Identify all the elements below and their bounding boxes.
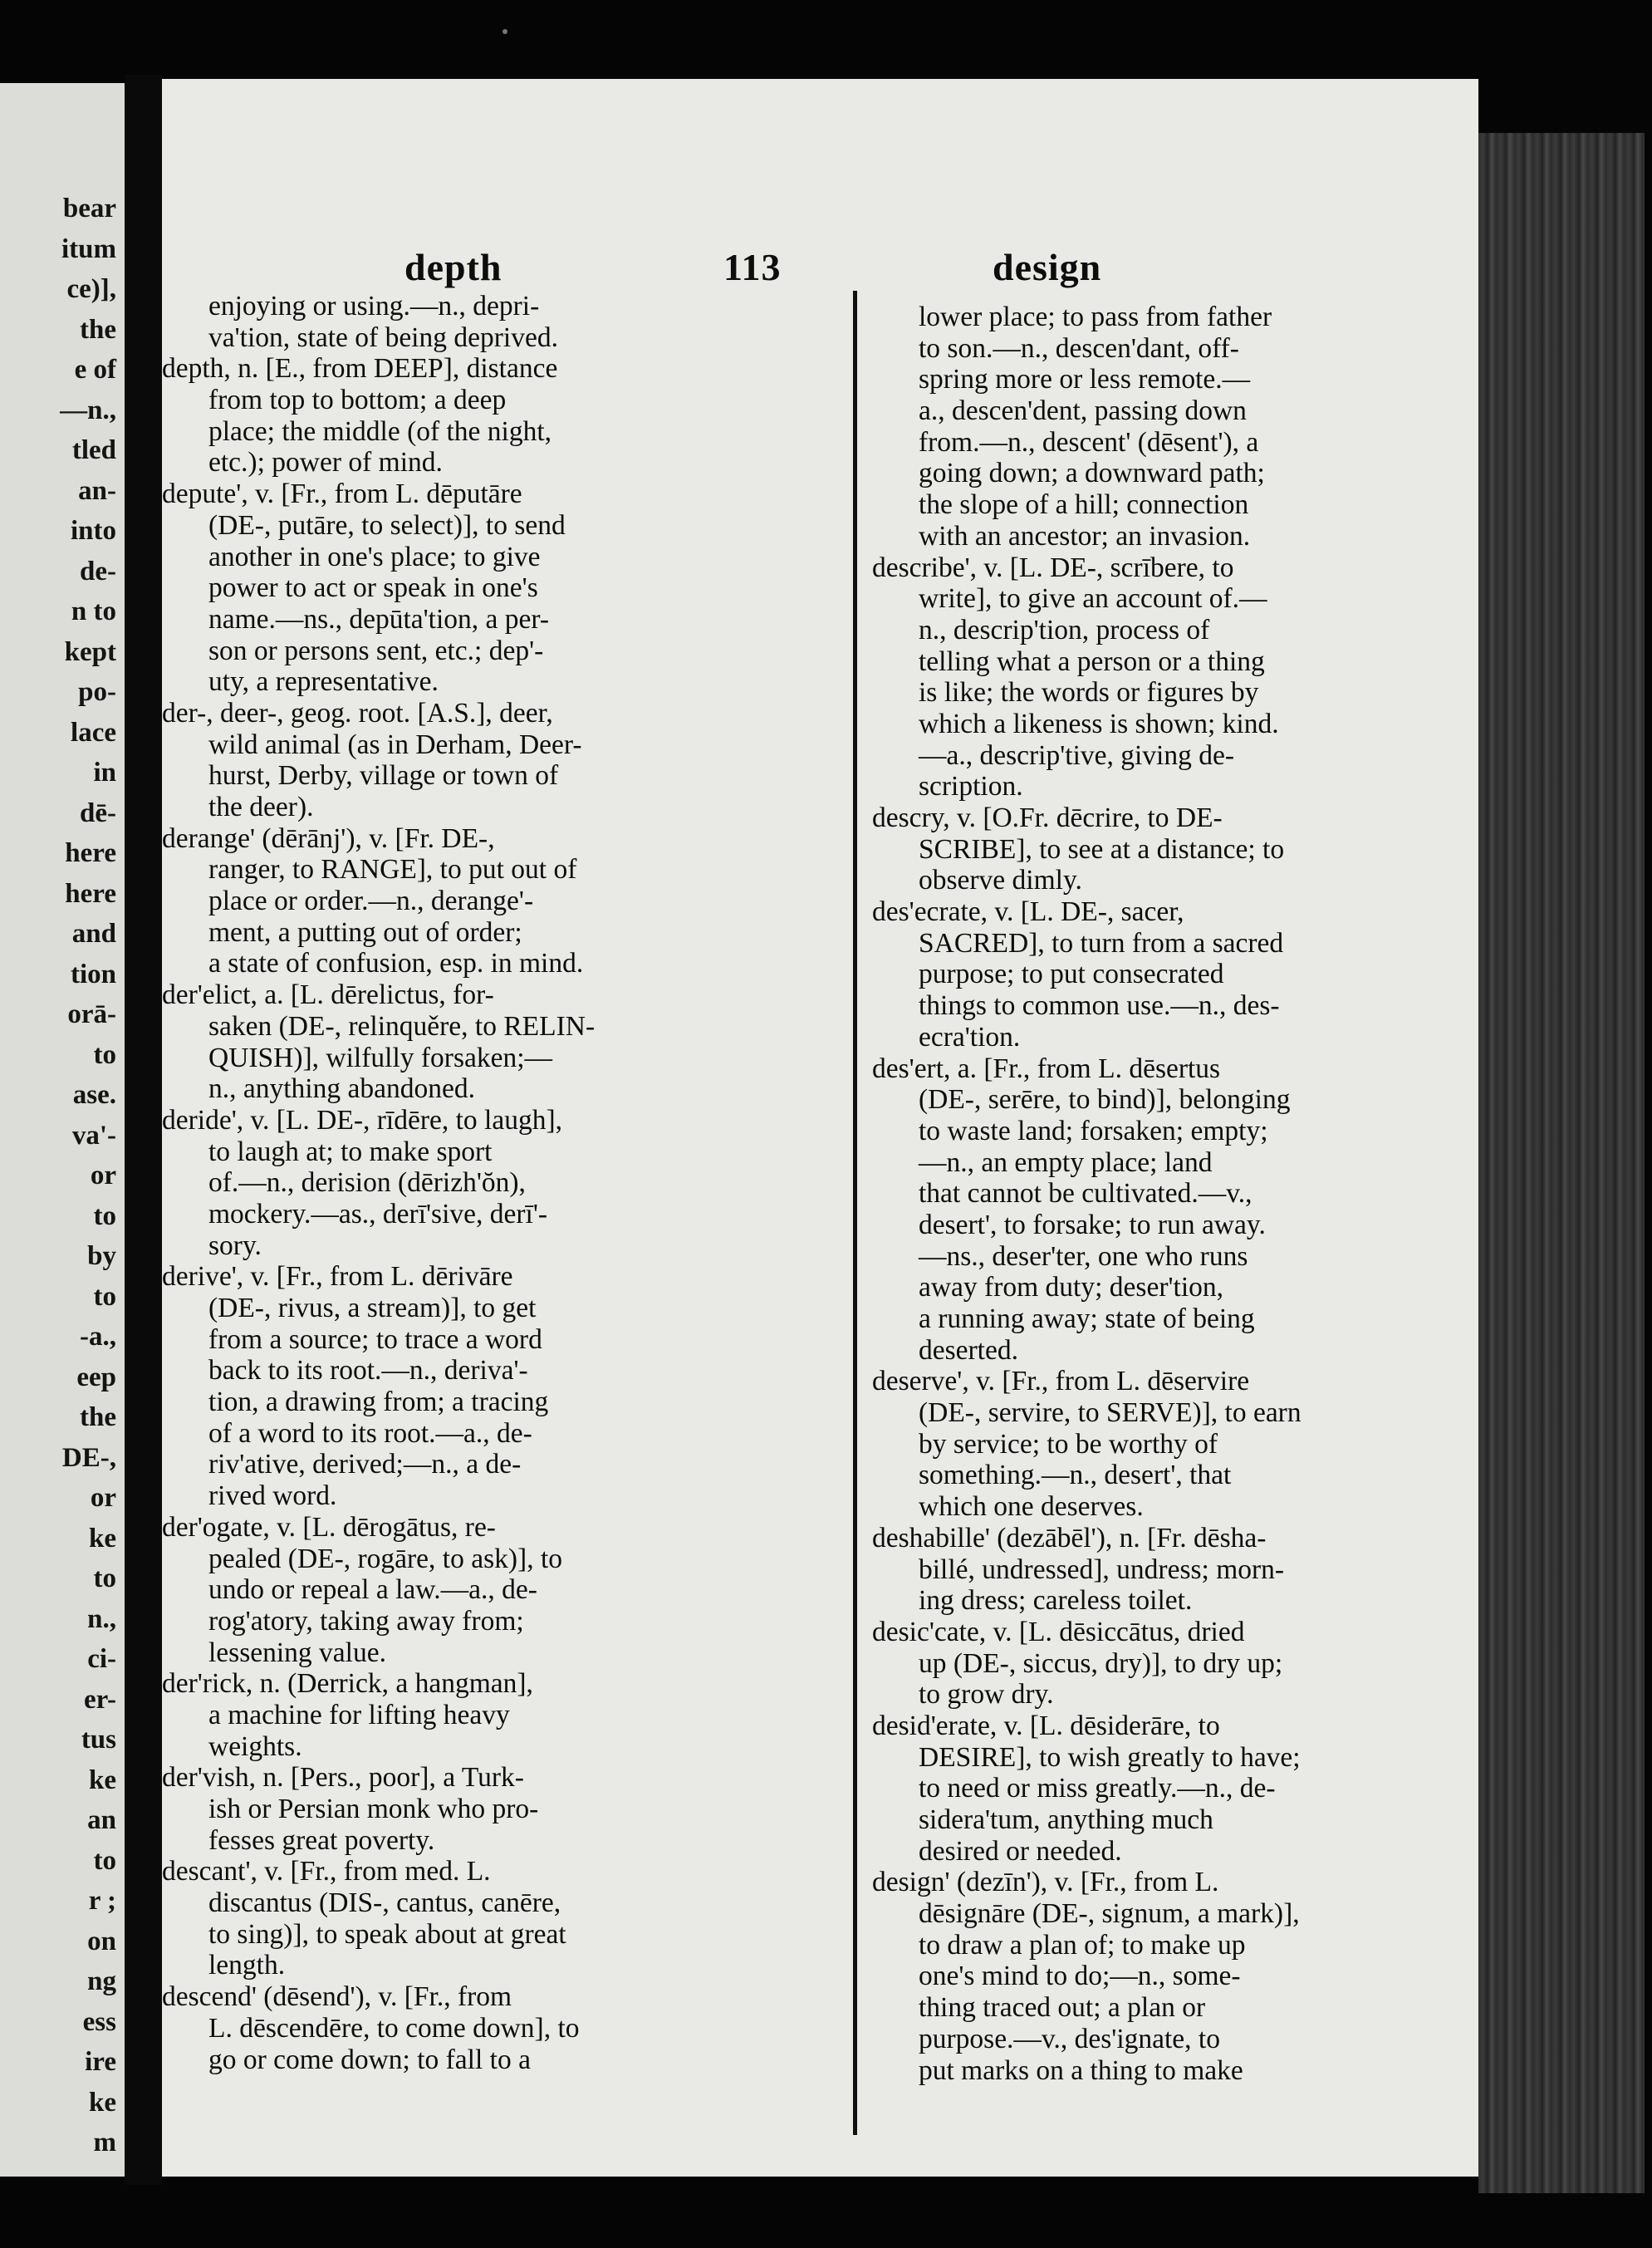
left-page-fragment: to: [93, 1200, 116, 1231]
entry-continuation-line: length.: [208, 1950, 286, 1981]
left-page-fragment: tus: [81, 1725, 116, 1755]
left-page-fragment: ke: [89, 1765, 116, 1795]
entry-continuation-line: mockery.—as., derī'sive, derī'-: [208, 1198, 548, 1230]
left-page-fragment: on: [87, 1926, 116, 1956]
left-page-fragment: ire: [85, 2047, 116, 2077]
entry-continuation-line: with an ancestor; an invasion.: [919, 520, 1251, 552]
left-page-fragment: ce)],: [66, 274, 116, 304]
entry-headword-line: deride', v. [L. DE-, rīdēre, to laugh],: [162, 1104, 562, 1136]
entry-continuation-line: is like; the words or figures by: [919, 677, 1259, 709]
entry-continuation-line: lower place; to pass from father: [919, 302, 1272, 332]
entry-continuation-line: ranger, to RANGE], to put out of: [208, 854, 577, 886]
entry-continuation-line: another in one's place; to give: [208, 541, 541, 572]
entry-continuation-line: things to common use.—n., des-: [919, 990, 1280, 1022]
entry-continuation-line: discantus (DIS-, cantus, canēre,: [208, 1887, 561, 1919]
entry-headword-line: desid'erate, v. [L. dēsiderāre, to: [872, 1710, 1220, 1741]
left-page-fragment: in: [93, 758, 116, 788]
left-page-fragment: de-: [80, 556, 116, 587]
entry-continuation-line: uty, a representative.: [208, 666, 439, 698]
column-divider: [853, 291, 857, 2135]
entry-continuation-line: billé, undressed], undress; morn-: [919, 1553, 1285, 1585]
entry-headword-line: desic'cate, v. [L. dēsiccātus, dried: [872, 1616, 1245, 1647]
entry-headword-line: der-, deer-, geog. root. [A.S.], deer,: [162, 697, 553, 729]
header-right-guide-word: design: [993, 246, 1102, 288]
entry-continuation-line: to son.—n., descen'dant, off-: [919, 332, 1239, 364]
entry-continuation-line: go or come down; to fall to a: [208, 2044, 531, 2075]
header-left-guide-word: depth: [404, 246, 502, 288]
entry-continuation-line: pealed (DE-, rogāre, to ask)], to: [208, 1543, 563, 1574]
entry-headword-line: des'ert, a. [Fr., from L. dēsertus: [872, 1053, 1221, 1084]
left-page-fragment: ess: [82, 2006, 116, 2037]
entry-continuation-line: wild animal (as in Derham, Deer-: [208, 729, 582, 760]
entry-continuation-line: purpose.—v., des'ignate, to: [919, 2023, 1220, 2054]
entry-continuation-line: to draw a plan of; to make up: [919, 1929, 1246, 1961]
entry-continuation-line: weights.: [208, 1730, 302, 1762]
entry-continuation-line: from top to bottom; a deep: [208, 385, 507, 416]
entry-continuation-line: ing dress; careless toilet.: [919, 1585, 1193, 1617]
entry-continuation-line: away from duty; deser'tion,: [919, 1272, 1223, 1303]
right-column: [872, 302, 1453, 2086]
entry-headword-line: descry, v. [O.Fr. dēcrire, to DE-: [872, 803, 1223, 833]
left-page-fragment: m: [93, 2128, 116, 2157]
entry-continuation-line: va'tion, state of being deprived.: [208, 321, 558, 353]
entry-headword-line: des'ecrate, v. [L. DE-, sacer,: [872, 896, 1184, 928]
entry-headword-line: depth, n. [E., from DEEP], distance: [162, 353, 558, 385]
entry-headword-line: depute', v. [Fr., from L. dēputāre: [162, 479, 522, 510]
entry-continuation-line: that cannot be cultivated.—v.,: [919, 1178, 1252, 1210]
entry-continuation-line: observe dimly.: [919, 865, 1082, 896]
entry-continuation-line: ment, a putting out of order;: [208, 916, 522, 948]
left-page-fragment: tion: [70, 959, 116, 989]
entry-continuation-line: rived word.: [208, 1480, 337, 1512]
book-page-edges: [1478, 133, 1645, 2193]
entry-headword-line: describe', v. [L. DE-, scrībere, to: [872, 552, 1234, 583]
entry-continuation-line: desired or needed.: [919, 1835, 1122, 1867]
entry-continuation-line: from.—n., descent' (dēsent'), a: [919, 426, 1259, 458]
left-page-fragment: an: [87, 1805, 116, 1835]
entry-continuation-line: QUISH)], wilfully forsaken;—: [208, 1042, 553, 1073]
entry-continuation-line: something.—n., desert', that: [919, 1460, 1232, 1491]
entry-headword-line: derange' (dērānj'), v. [Fr. DE-,: [162, 822, 495, 854]
entry-headword-line: der'elict, a. [L. dērelictus, for-: [162, 979, 494, 1011]
left-page-fragment: to: [93, 1039, 116, 1070]
left-page-fragment: e of: [74, 355, 116, 385]
entry-continuation-line: a running away; state of being: [919, 1303, 1255, 1334]
left-page-fragment: bear: [62, 194, 116, 223]
entry-continuation-line: tion, a drawing from; a tracing: [208, 1387, 549, 1418]
left-page-fragment: —n.,: [60, 395, 116, 425]
entry-headword-line: der'vish, n. [Pers., poor], a Turk-: [162, 1762, 524, 1794]
left-page-fragment: here: [65, 838, 116, 868]
entry-continuation-line: desert', to forsake; to run away.: [919, 1209, 1266, 1240]
entry-continuation-line: put marks on a thing to make: [919, 2054, 1243, 2086]
entry-continuation-line: to need or miss greatly.—n., de-: [919, 1773, 1276, 1804]
entry-continuation-line: enjoying or using.—n., depri-: [208, 291, 540, 321]
left-page-fragment: ke: [89, 2087, 116, 2118]
book-gutter: [125, 75, 162, 2185]
entry-continuation-line: which a likeness is shown; kind.: [919, 708, 1279, 739]
entry-continuation-line: SACRED], to turn from a sacred: [919, 927, 1284, 959]
entry-headword-line: deserve', v. [Fr., from L. dēservire: [872, 1366, 1250, 1397]
entry-continuation-line: sory.: [208, 1230, 262, 1261]
entry-continuation-line: scription.: [919, 771, 1023, 803]
left-page-fragment: here: [65, 878, 116, 909]
entry-continuation-line: n., descrip'tion, process of: [919, 614, 1210, 645]
left-page-fragment: into: [70, 516, 116, 546]
left-page-fragment: n.,: [87, 1603, 116, 1634]
entry-continuation-line: DESIRE], to wish greatly to have;: [919, 1741, 1301, 1773]
left-page-fragment: to: [93, 1845, 116, 1876]
entry-continuation-line: hurst, Derby, village or town of: [208, 760, 559, 792]
entry-continuation-line: undo or repeal a law.—a., de-: [208, 1574, 537, 1606]
left-page-fragment: and: [71, 919, 116, 949]
entry-continuation-line: lessening value.: [208, 1637, 386, 1668]
left-page-fragment: -a.,: [80, 1322, 116, 1352]
entry-continuation-line: a state of confusion, esp. in mind.: [208, 948, 584, 979]
left-page-fragment: eep: [76, 1362, 116, 1392]
entry-headword-line: descend' (dēsend'), v. [Fr., from: [162, 1981, 512, 2013]
entry-continuation-line: write], to give an account of.—: [919, 583, 1267, 615]
entry-continuation-line: deserted.: [919, 1334, 1018, 1366]
entry-continuation-line: of a word to its root.—a., de-: [208, 1417, 532, 1449]
entry-continuation-line: rog'atory, taking away from;: [208, 1605, 524, 1637]
entry-continuation-line: purpose; to put consecrated: [919, 959, 1224, 990]
entry-continuation-line: to waste land; forsaken; empty;: [919, 1115, 1268, 1146]
entry-continuation-line: (DE-, serēre, to bind)], belonging: [919, 1084, 1291, 1116]
entry-continuation-line: to grow dry.: [919, 1679, 1054, 1711]
left-page-fragment: or: [90, 1161, 116, 1190]
entry-continuation-line: spring more or less remote.—: [919, 364, 1251, 395]
entry-headword-line: descant', v. [Fr., from med. L.: [162, 1856, 491, 1887]
left-page-fragment: the: [80, 1402, 116, 1432]
entry-continuation-line: dēsignāre (DE-, signum, a mark)],: [919, 1898, 1300, 1930]
entry-continuation-line: the slope of a hill; connection: [919, 489, 1249, 521]
left-page-fragment: po-: [78, 677, 116, 707]
entry-continuation-line: sidera'tum, anything much: [919, 1804, 1213, 1835]
entry-continuation-line: n., anything abandoned.: [208, 1073, 475, 1105]
left-page-fragment: n to: [71, 596, 116, 626]
entry-continuation-line: up (DE-, siccus, dry)], to dry up;: [919, 1647, 1283, 1679]
left-page-fragment: ase.: [72, 1080, 116, 1110]
left-page-fragment: by: [87, 1241, 116, 1271]
entry-continuation-line: one's mind to do;—n., some-: [919, 1961, 1241, 1992]
left-page-fragment: lace: [71, 717, 116, 748]
entry-continuation-line: place; the middle (of the night,: [208, 415, 552, 447]
left-page-fragment: DE-,: [61, 1442, 116, 1473]
entry-continuation-line: etc.); power of mind.: [208, 447, 443, 479]
entry-continuation-line: fesses great poverty.: [208, 1824, 435, 1856]
entry-continuation-line: (DE-, rivus, a stream)], to get: [208, 1293, 537, 1323]
entry-continuation-line: the deer).: [208, 792, 314, 822]
left-page-edge: [0, 83, 125, 2177]
left-page-fragment: the: [80, 314, 116, 345]
entry-headword-line: deshabille' (dezābēl'), n. [Fr. dēsha-: [872, 1522, 1267, 1553]
left-page-fragment: er-: [83, 1684, 116, 1715]
left-page-fragment: orā-: [67, 999, 116, 1029]
entry-continuation-line: thing traced out; a plan or: [919, 1992, 1206, 2024]
entry-continuation-line: back to its root.—n., deriva'-: [208, 1355, 528, 1387]
left-page-fragment: ng: [87, 1966, 116, 1996]
entry-continuation-line: ish or Persian monk who pro-: [208, 1794, 539, 1824]
entry-continuation-line: SCRIBE], to see at a distance; to: [919, 833, 1285, 865]
entry-headword-line: der'ogate, v. [L. dērogātus, re-: [162, 1511, 496, 1543]
entry-headword-line: derive', v. [Fr., from L. dērivāre: [162, 1261, 513, 1293]
left-page-fragment: va'-: [71, 1120, 116, 1151]
entry-continuation-line: to laugh at; to make sport: [208, 1136, 493, 1167]
left-page-fragment: tled: [71, 435, 116, 465]
entry-continuation-line: —a., descrip'tive, giving de-: [919, 739, 1235, 771]
entry-continuation-line: to sing)], to speak about at great: [208, 1918, 566, 1950]
dictionary-page: [162, 79, 1478, 2177]
entry-continuation-line: a machine for lifting heavy: [208, 1699, 510, 1730]
entry-continuation-line: —n., an empty place; land: [919, 1146, 1213, 1178]
entry-continuation-line: son or persons sent, etc.; dep'-: [208, 635, 544, 666]
entry-continuation-line: place or order.—n., derange'-: [208, 886, 534, 917]
entry-continuation-line: power to act or speak in one's: [208, 572, 538, 604]
entry-continuation-line: riv'ative, derived;—n., a de-: [208, 1449, 522, 1480]
left-page-fragment: r ;: [88, 1886, 116, 1916]
entry-continuation-line: saken (DE-, relinquěre, to RELIN-: [208, 1010, 596, 1042]
entry-continuation-line: (DE-, putāre, to select)], to send: [208, 509, 566, 541]
entry-continuation-line: of.—n., derision (dērizh'ŏn),: [208, 1167, 526, 1199]
left-page-fragment: or: [90, 1483, 116, 1513]
left-page-fragment: ci-: [87, 1644, 116, 1674]
left-page-fragment: itum: [61, 233, 116, 264]
left-page-fragment: to: [93, 1563, 116, 1593]
left-page-fragment: dē-: [80, 798, 116, 828]
entry-continuation-line: which one deserves.: [919, 1491, 1144, 1523]
dust-speck: [502, 29, 507, 34]
left-page-fragment: to: [93, 1281, 116, 1312]
entry-continuation-line: (DE-, servire, to SERVE)], to earn: [919, 1397, 1302, 1429]
left-page-fragment: ke: [89, 1523, 116, 1553]
entry-continuation-line: name.—ns., depūta'tion, a per-: [208, 603, 550, 635]
left-page-fragment: an-: [78, 475, 116, 506]
entry-continuation-line: telling what a person or a thing: [919, 645, 1265, 677]
left-page-fragment: kept: [64, 636, 116, 667]
entry-headword-line: design' (dezīn'), v. [Fr., from L.: [872, 1867, 1219, 1898]
entry-continuation-line: from a source; to trace a word: [208, 1323, 542, 1355]
page-number: 113: [723, 246, 782, 288]
entry-continuation-line: —ns., deser'ter, one who runs: [919, 1240, 1248, 1272]
entry-continuation-line: by service; to be worthy of: [919, 1428, 1218, 1460]
left-column: [162, 291, 843, 2075]
entry-continuation-line: L. dēscendēre, to come down], to: [208, 2012, 580, 2044]
entry-continuation-line: going down; a downward path;: [919, 458, 1265, 489]
entry-continuation-line: a., descen'dent, passing down: [919, 395, 1247, 427]
entry-continuation-line: ecra'tion.: [919, 1021, 1021, 1053]
entry-headword-line: der'rick, n. (Derrick, a hangman],: [162, 1668, 533, 1700]
